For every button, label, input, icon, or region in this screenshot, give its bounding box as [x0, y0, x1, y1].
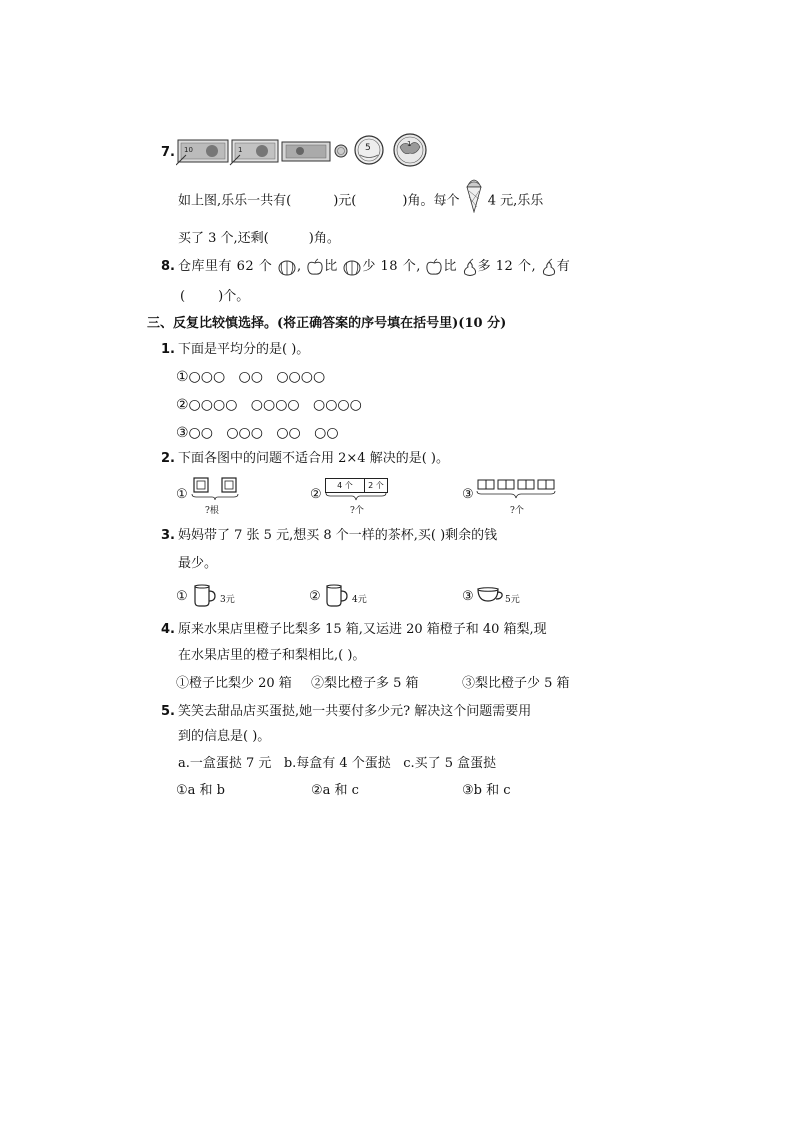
- pencil-box-diagram: [190, 476, 242, 500]
- q7-text-d: 4 元,乐乐: [487, 193, 544, 209]
- segment-box-1: 4 个: [326, 479, 365, 492]
- problem-3-option-2-mark: ②: [309, 589, 321, 604]
- one-yuan-note-icon: [230, 140, 278, 165]
- problem-2-text: 下面各图中的问题不适合用 2×4 解决的是( )。: [178, 451, 449, 466]
- q7-text-a: 如上图,乐乐一共有(: [178, 193, 292, 209]
- q8-text-a: 仓库里有 62 个: [178, 259, 273, 274]
- five-jiao-note-icon: [282, 142, 330, 161]
- problem-3-line-1: 妈妈带了 7 张 5 元,想买 8 个一样的茶杯,买( )剩余的钱: [178, 528, 498, 543]
- problem-5-line-1: 笑笑去甜品店买蛋挞,她一共要付多少元? 解决这个问题需要用: [178, 704, 532, 719]
- segment-diagram: [325, 478, 388, 501]
- problem-4-option-1: ①橙子比梨少 20 箱: [176, 676, 292, 691]
- problem-4-option-2: ②梨比橙子多 5 箱: [311, 676, 419, 691]
- problem-3-option-1-mark: ①: [176, 589, 188, 604]
- question-7-line-1: [178, 189, 543, 213]
- question-number-8: 8.: [161, 259, 175, 274]
- segment-box-2: 2 个: [368, 481, 384, 490]
- problem-3-option-2-price: 4元: [352, 595, 367, 605]
- q8-text-c: 比: [324, 259, 338, 274]
- svg-text:1: 1: [238, 146, 243, 154]
- teacup-icon: [476, 586, 506, 606]
- problem-number-5: 5.: [161, 704, 175, 719]
- problem-1-option-1: ①○○○ ○○ ○○○○: [176, 369, 326, 385]
- problem-number-3: 3.: [161, 528, 175, 543]
- q8-text-b: ,: [296, 259, 302, 274]
- problem-1-option-2: ②○○○○ ○○○○ ○○○○: [176, 397, 362, 413]
- one-yuan-coin-icon: [394, 134, 426, 166]
- problem-3-option-3-price: 5元: [505, 595, 520, 605]
- problem-3-option-1-price: 3元: [220, 595, 235, 605]
- problem-1-option-3: ③○○ ○○○ ○○ ○○: [176, 425, 339, 441]
- pear-icon: [541, 258, 557, 276]
- problem-2-option-1-label: ?根: [205, 506, 219, 516]
- q7-text-e: 买了 3 个,还剩(: [178, 231, 269, 246]
- q8-text-g: 有: [556, 259, 571, 274]
- apple-icon: [425, 258, 443, 276]
- ten-yuan-note-icon: [176, 140, 228, 165]
- section-3-title: 三、反复比较慎选择。(将正确答案的序号填在括号里)(10 分): [147, 316, 507, 331]
- pear-icon: [462, 258, 478, 276]
- problem-5-option-1: ①a 和 b: [176, 783, 225, 798]
- q7-text-c: )角。每个: [402, 193, 460, 209]
- problem-4-line-1: 原来水果店里橙子比梨多 15 箱,又运进 20 箱橙子和 40 箱梨,现: [178, 622, 547, 637]
- problem-2-option-2-mark: ②: [310, 487, 322, 502]
- five-jiao-coin-icon: [355, 136, 383, 164]
- mug-icon: [324, 583, 350, 609]
- question-8-line-1: [178, 257, 570, 277]
- problem-2-option-3-label: ?个: [510, 506, 524, 516]
- q8-text-e: 比: [443, 259, 457, 274]
- problem-4-line-2: 在水果店里的橙子和梨相比,( )。: [178, 648, 366, 663]
- one-jiao-coin-icon: [335, 145, 347, 157]
- boxes-diagram: [476, 477, 558, 501]
- q7-text-f: )角。: [308, 231, 340, 246]
- money-illustration: [176, 133, 438, 173]
- svg-text:1: 1: [407, 140, 412, 148]
- problem-5-option-2: ②a 和 c: [311, 783, 359, 798]
- question-number-7: 7.: [161, 145, 175, 160]
- problem-5-option-3: ③b 和 c: [462, 783, 511, 798]
- watermelon-icon: [342, 258, 362, 276]
- problem-3-option-3-mark: ③: [462, 589, 474, 604]
- q8-text-f: 多 12 个,: [477, 259, 537, 274]
- ice-cream-icon: [464, 175, 484, 213]
- problem-5-info: a.一盒蛋挞 7 元 b.每盒有 4 个蛋挞 c.买了 5 盒蛋挞: [178, 756, 497, 771]
- watermelon-icon: [277, 258, 297, 276]
- problem-4-option-3: ③梨比橙子少 5 箱: [462, 676, 570, 691]
- problem-2-option-1-mark: ①: [176, 487, 188, 502]
- apple-icon: [306, 258, 324, 276]
- problem-number-4: 4.: [161, 622, 175, 637]
- segment-brace: [325, 493, 387, 501]
- question-8-line-2: ( )个。: [180, 289, 250, 304]
- q7-text-b: )元(: [333, 193, 357, 209]
- problem-5-line-2: 到的信息是( )。: [178, 729, 271, 744]
- svg-text:10: 10: [184, 146, 193, 154]
- problem-2-option-2-label: ?个: [350, 506, 364, 516]
- problem-3-line-2: 最少。: [178, 556, 218, 571]
- mug-icon: [192, 583, 218, 609]
- problem-number-2: 2.: [161, 451, 175, 466]
- problem-number-1: 1.: [161, 342, 175, 357]
- problem-2-option-3-mark: ③: [462, 487, 474, 502]
- q8-text-d: 少 18 个,: [362, 259, 421, 274]
- svg-text:5: 5: [365, 143, 371, 153]
- problem-1-text: 下面是平均分的是( )。: [178, 342, 310, 357]
- question-7-line-2: [178, 229, 340, 249]
